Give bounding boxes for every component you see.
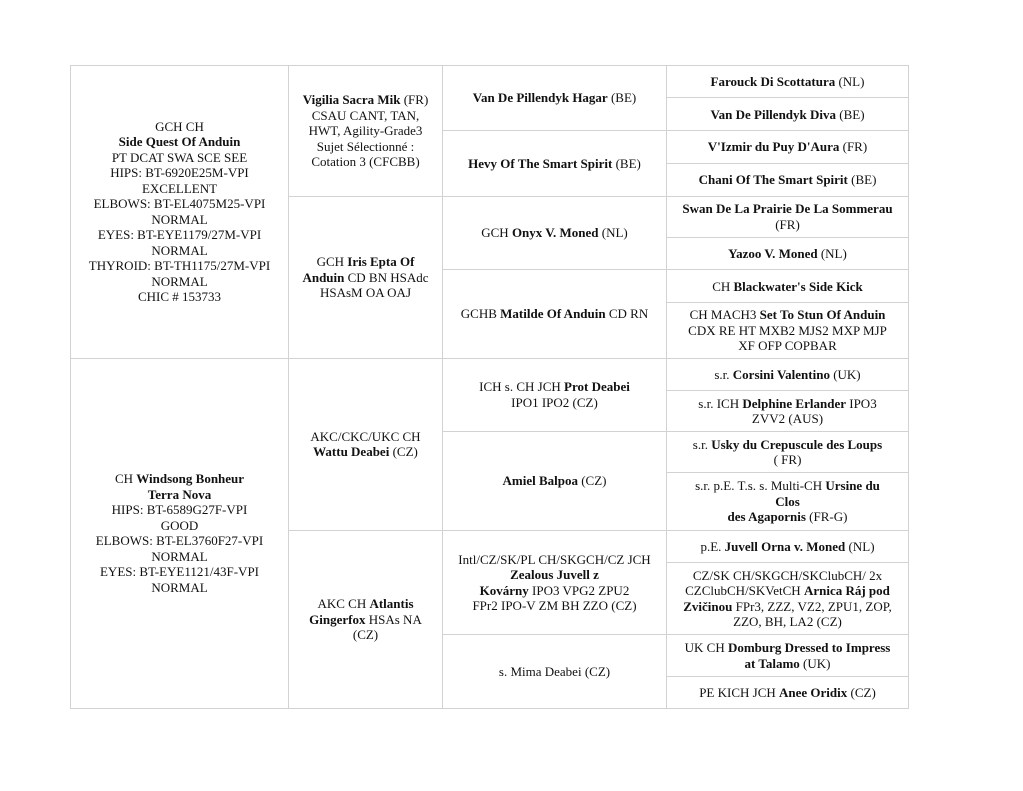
pedigree-line: [293, 92, 438, 108]
pedigree-text: IPO1 IPO2 (CZ): [511, 394, 598, 410]
pedigree-text: NORMAL: [151, 242, 208, 258]
pedigree-text: HIPS: BT-6920E25M-VPI: [110, 165, 249, 181]
pedigree-line: [293, 270, 438, 286]
gen4-a7-cell: [667, 270, 909, 303]
pedigree-text: (NL): [845, 538, 875, 554]
pedigree-text: CZ/SK CH/SKGCH/SKClubCH/ 2x: [692, 567, 883, 583]
gen4-a5-cell: [667, 196, 909, 237]
pedigree-text: (NL): [817, 245, 847, 261]
pedigree-text: FPr3, ZZZ, VZ2, ZPU1, ZOP,: [732, 598, 892, 614]
pedigree-text: CD RN: [605, 306, 649, 322]
pedigree-text: Sujet Sélectionné :: [316, 138, 415, 154]
pedigree-text: AKC CH: [317, 596, 370, 612]
gen4-a6-cell: [667, 238, 909, 270]
pedigree-text: NORMAL: [151, 579, 208, 595]
pedigree-text: Clos: [775, 493, 800, 509]
gen3-sss-cell: [443, 66, 667, 131]
pedigree-text: Cotation 3 (CFCBB): [311, 154, 420, 170]
gen3-dds-cell: [443, 530, 667, 635]
pedigree-line: [447, 583, 662, 599]
pedigree-text: GCH CH: [155, 118, 204, 134]
pedigree-text: Swan De La Prairie De La Sommerau: [682, 201, 893, 217]
pedigree-text: HSAsM OA OAJ: [319, 285, 412, 301]
pedigree-text: EYES: BT-EYE1179/27M-VPI: [97, 227, 262, 243]
pedigree-text: CHIC # 153733: [137, 289, 222, 305]
pedigree-text: HWT, Agility-Grade3: [308, 123, 423, 139]
gen4-b8-cell: [667, 676, 909, 708]
pedigree-text: (NL): [598, 225, 628, 241]
pedigree-text: Chani Of The Smart Spirit: [698, 171, 848, 187]
pedigree-text: ELBOWS: BT-EL4075M25-VPI: [93, 196, 266, 212]
pedigree-text: (UK): [829, 366, 861, 382]
pedigree-text: Prot Deabei: [564, 379, 630, 395]
pedigree-text: (BE): [612, 155, 641, 171]
pedigree-text: (CZ): [389, 444, 418, 460]
pedigree-text: Amiel Balpoa: [502, 473, 578, 489]
pedigree-text: HSAs NA: [365, 611, 422, 627]
pedigree-text: GOOD: [160, 517, 199, 533]
gen3-ddd-cell: [443, 635, 667, 709]
pedigree-text: Intl/CZ/SK/PL CH/SKGCH/CZ JCH: [458, 551, 651, 567]
pedigree-text: EYES: BT-EYE1121/43F-VPI: [99, 564, 259, 580]
pedigree-line: [293, 254, 438, 270]
pedigree-text: Farouck Di Scottatura: [710, 73, 836, 89]
pedigree-text: Vigilia Sacra Mik: [302, 92, 401, 108]
gen3-dss-cell: [443, 358, 667, 431]
pedigree-text: IPO3 VPG2 ZPU2: [528, 582, 630, 598]
sire-name: Side Quest Of Anduin: [118, 134, 241, 150]
pedigree-text: FPr2 IPO-V ZM BH ZZO (CZ): [472, 598, 637, 614]
pedigree-text: CD BN HSAdc: [344, 269, 429, 285]
pedigree-text: CH MACH3: [689, 307, 760, 323]
dam-cell: [71, 358, 289, 708]
gen4-b4-cell: [667, 473, 909, 530]
pedigree-text: PE KICH JCH: [699, 684, 780, 700]
pedigree-text: Wattu Deabei: [313, 444, 390, 460]
pedigree-text: NORMAL: [151, 548, 208, 564]
pedigree-line: [293, 444, 438, 460]
pedigree-text: V'Izmir du Puy D'Aura: [707, 139, 840, 155]
pedigree-text: XF OFP COPBAR: [738, 338, 837, 354]
pedigree-text: s.r.: [714, 366, 733, 382]
pedigree-line: [671, 640, 904, 656]
pedigree-text: HIPS: BT-6589G27F-VPI: [111, 502, 248, 518]
pedigree-text: CH: [114, 471, 134, 487]
pedigree-line: [671, 478, 904, 494]
pedigree-text: Van De Pillendyk Hagar: [472, 90, 608, 106]
pedigree-text: Atlantis: [369, 596, 414, 612]
sire-cell: [71, 66, 289, 359]
pedigree-text: at Talamo: [744, 655, 800, 671]
pedigree-line: [293, 596, 438, 612]
pedigree-text: Matilde Of Anduin: [500, 306, 606, 322]
gen3-ssd-cell: [443, 131, 667, 196]
pedigree-text: (BE): [607, 90, 637, 106]
gen4-b7-cell: [667, 635, 909, 676]
gen4-a1-cell: [667, 66, 909, 98]
pedigree-text: Iris Epta Of: [347, 254, 415, 270]
gen4-a2-cell: [667, 98, 909, 131]
pedigree-text: ( FR): [773, 452, 802, 468]
pedigree-text: CSAU CANT, TAN,: [311, 107, 420, 123]
pedigree-text: Juvell Orna v. Moned: [724, 538, 846, 554]
pedigree-text: THYROID: BT-TH1175/27M-VPI: [88, 258, 271, 274]
gen4-a8-cell: [667, 303, 909, 358]
pedigree-text: (CZ): [352, 627, 379, 643]
pedigree-line: [671, 656, 904, 672]
pedigree-text: PT DCAT SWA SCE SEE: [111, 149, 248, 165]
pedigree-text: UK CH: [684, 640, 728, 656]
gen4-a3-cell: [667, 131, 909, 163]
pedigree-text: (FR-G): [805, 509, 848, 525]
pedigree-text: GCHB: [460, 306, 501, 322]
pedigree-line: [671, 509, 904, 525]
pedigree-text: Van De Pillendyk Diva: [710, 106, 837, 122]
gen3-sds-cell: [443, 196, 667, 269]
gen4-b1-cell: [667, 358, 909, 390]
pedigree-text: Terra Nova: [147, 486, 212, 502]
pedigree-text: Zvičinou: [683, 598, 733, 614]
pedigree-text: (BE): [836, 106, 865, 122]
pedigree-text: Onyx V. Moned: [511, 225, 599, 241]
pedigree-text: Blackwater's Side Kick: [733, 278, 863, 294]
pedigree-text: Set To Stun Of Anduin: [759, 307, 886, 323]
gen3-dsd-cell: [443, 432, 667, 531]
pedigree-text: (BE): [847, 171, 877, 187]
pedigree-text: GCH: [316, 254, 348, 270]
pedigree-text: Ursine du: [825, 478, 880, 494]
pedigree-text: (NL): [835, 73, 865, 89]
pedigree-text: CDX RE HT MXB2 MJS2 MXP MJP: [688, 322, 887, 338]
pedigree-line: [671, 396, 904, 412]
pedigree-text: s.r. p.E. T.s. s. Multi-CH: [695, 478, 826, 494]
sire-dam-cell: [289, 196, 443, 358]
gen4-b5-cell: [667, 530, 909, 562]
pedigree-text: AKC/CKC/UKC CH: [310, 428, 421, 444]
pedigree-text: Corsini Valentino: [732, 366, 830, 382]
pedigree-text: s.r.: [692, 436, 712, 452]
pedigree-text: Zealous Juvell z: [510, 567, 599, 583]
pedigree-text: Delphine Erlander: [742, 395, 846, 411]
pedigree-text: ZVV2 (AUS): [751, 411, 824, 427]
pedigree-text: (FR): [400, 92, 429, 108]
pedigree-text: s.r. ICH: [698, 395, 743, 411]
pedigree-line: [75, 471, 284, 487]
pedigree-text: Arnica Ráj pod: [803, 583, 890, 599]
pedigree-text: Usky du Crepuscule des Loups: [711, 436, 883, 452]
pedigree-text: Yazoo V. Moned: [728, 245, 818, 261]
gen4-b2-cell: [667, 390, 909, 431]
pedigree-text: des Agapornis: [727, 509, 806, 525]
pedigree-text: (CZ): [847, 684, 876, 700]
gen4-a4-cell: [667, 163, 909, 196]
pedigree-text: Gingerfox: [309, 611, 366, 627]
pedigree-text: IPO3: [846, 395, 877, 411]
pedigree-text: (CZ): [577, 473, 607, 489]
pedigree-line: [671, 583, 904, 599]
pedigree-text: Anduin: [302, 269, 345, 285]
pedigree-text: ZZO, BH, LA2 (CZ): [733, 614, 842, 630]
pedigree-text: Anee Oridix: [779, 684, 848, 700]
pedigree-table: [70, 65, 909, 709]
pedigree-text: (UK): [799, 655, 831, 671]
pedigree-text: p.E.: [700, 538, 725, 554]
pedigree-text: ELBOWS: BT-EL3760F27-VPI: [95, 533, 264, 549]
pedigree-text: ICH s. CH JCH: [479, 379, 565, 395]
pedigree-text: Hevy Of The Smart Spirit: [468, 155, 613, 171]
pedigree-line: [293, 612, 438, 628]
pedigree-line: [671, 599, 904, 615]
pedigree-text: EXCELLENT: [141, 180, 218, 196]
pedigree-line: [671, 307, 904, 323]
pedigree-text: (FR): [775, 216, 800, 232]
pedigree-text: (FR): [839, 139, 868, 155]
pedigree-line: [671, 437, 904, 453]
dam-dam-cell: [289, 530, 443, 708]
gen4-b3-cell: [667, 432, 909, 473]
pedigree-text: Kovárny: [479, 582, 529, 598]
pedigree-text: NORMAL: [151, 273, 208, 289]
pedigree-text: NORMAL: [151, 211, 208, 227]
pedigree-text: GCH: [481, 225, 512, 241]
pedigree-line: [447, 379, 662, 395]
dam-name: Windsong Bonheur: [136, 471, 245, 487]
gen4-b6-cell: [667, 562, 909, 634]
sire-sire-cell: [289, 66, 443, 197]
pedigree-text: Domburg Dressed to Impress: [727, 640, 891, 656]
gen3-sdd-cell: [443, 270, 667, 359]
pedigree-text: s. Mima Deabei (CZ): [498, 663, 611, 679]
dam-sire-cell: [289, 358, 443, 530]
pedigree-text: CH: [712, 278, 734, 294]
pedigree-text: CZClubCH/SKVetCH: [685, 583, 804, 599]
